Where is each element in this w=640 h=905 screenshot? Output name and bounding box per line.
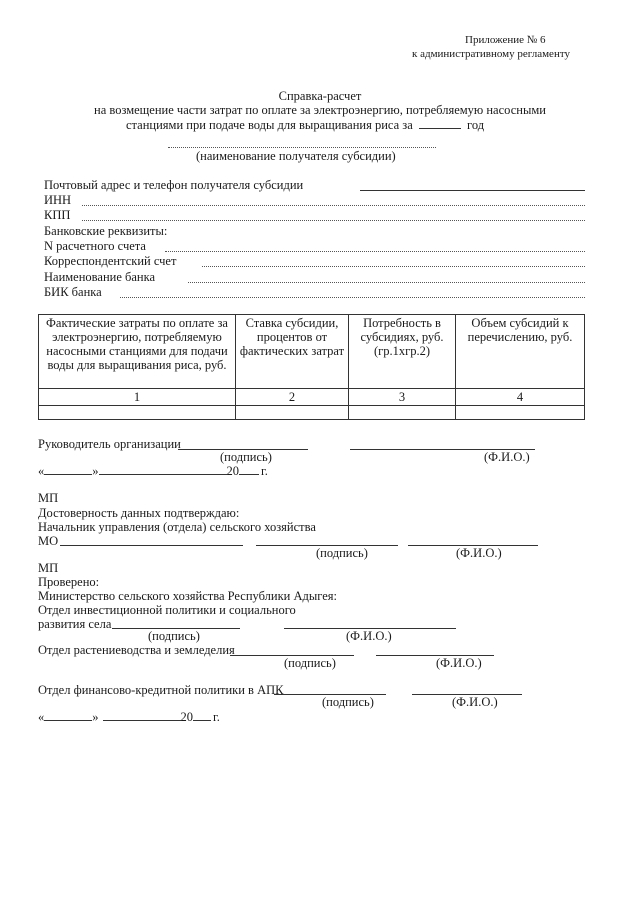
table-number-row bbox=[39, 389, 585, 406]
table-number-cell: 1 bbox=[39, 389, 236, 406]
appendix-regulation: к административному регламенту bbox=[412, 48, 570, 60]
invest-dept-label: Отдел инвестиционной политики и социального bbox=[38, 603, 296, 617]
crop-name-caption: (Ф.И.О.) bbox=[436, 656, 482, 670]
bank-name-field[interactable] bbox=[188, 282, 585, 283]
table-number-cell: 2 bbox=[236, 389, 349, 406]
table-header-cell: Фактические затраты по оплате за электроэнергию, потребляемую насосными станциями для подачи воды для выращивания риса, руб. bbox=[39, 315, 236, 389]
date-year-field[interactable] bbox=[239, 464, 259, 475]
appendix-number: Приложение № 6 bbox=[465, 34, 546, 46]
head-name-caption: (Ф.И.О.) bbox=[484, 450, 530, 464]
finance-dept-label: Отдел финансово-кредитной политики в АПК bbox=[38, 683, 284, 697]
finance-signature-caption: (подпись) bbox=[322, 695, 374, 709]
bik-label: БИК банка bbox=[44, 285, 102, 299]
table-header-cell: Объем субсидий к перечислению, руб. bbox=[456, 315, 585, 389]
date-line-1 bbox=[38, 464, 268, 478]
kpp-label: КПП bbox=[44, 208, 71, 222]
date-month-field[interactable] bbox=[103, 710, 181, 721]
corr-account-field[interactable] bbox=[202, 266, 585, 267]
mo-name-caption: (Ф.И.О.) bbox=[456, 546, 502, 560]
finance-name-caption: (Ф.И.О.) bbox=[452, 695, 498, 709]
document-title: Справка-расчет bbox=[278, 89, 362, 103]
date-open-quote: « bbox=[38, 710, 45, 724]
date-day-field[interactable] bbox=[44, 464, 92, 475]
date-year-prefix: 20 bbox=[180, 710, 193, 724]
table-data-cell[interactable] bbox=[39, 406, 236, 420]
recipient-caption: (наименование получателя субсидии) bbox=[196, 149, 396, 163]
bank-details-label: Банковские реквизиты: bbox=[44, 224, 168, 238]
stamp-label: МП bbox=[38, 491, 59, 505]
bik-field[interactable] bbox=[120, 297, 585, 298]
table-header-cell: Потребность в субсидиях, руб. (гр.1хгр.2) bbox=[349, 315, 456, 389]
recipient-name-line[interactable] bbox=[168, 147, 436, 148]
chief-label: Начальник управления (отдела) сельского хозяйства bbox=[38, 520, 316, 534]
table-data-cell[interactable] bbox=[349, 406, 456, 420]
inn-field[interactable] bbox=[82, 205, 585, 206]
date-year-suffix: г. bbox=[261, 464, 268, 478]
invest-name-caption: (Ф.И.О.) bbox=[346, 629, 392, 643]
subsidy-table bbox=[38, 314, 585, 420]
date-year-prefix: 20 bbox=[226, 464, 239, 478]
mo-label: МО bbox=[38, 534, 59, 548]
corr-account-label: Корреспондентский счет bbox=[44, 254, 177, 268]
table-header-row bbox=[39, 315, 585, 389]
checked-label: Проверено: bbox=[38, 575, 100, 589]
date-day-field[interactable] bbox=[44, 710, 92, 721]
crop-signature-caption: (подпись) bbox=[284, 656, 336, 670]
bank-name-label: Наименование банка bbox=[44, 270, 156, 284]
invest-dept-label-2: развития села bbox=[38, 617, 112, 631]
postal-label: Почтовый адрес и телефон получателя субсидии bbox=[44, 178, 304, 192]
mo-field[interactable] bbox=[60, 545, 243, 546]
account-field[interactable] bbox=[165, 251, 585, 252]
date-year-suffix: г. bbox=[213, 710, 220, 724]
subtitle-suffix: год bbox=[467, 118, 485, 132]
date-close-quote: » bbox=[92, 464, 99, 478]
table-number-cell: 3 bbox=[349, 389, 456, 406]
ministry-label: Министерство сельского хозяйства Республики Адыгея: bbox=[38, 589, 337, 603]
date-month-field[interactable] bbox=[99, 464, 227, 475]
inn-label: ИНН bbox=[44, 193, 72, 207]
date-year-field[interactable] bbox=[193, 710, 211, 721]
subtitle-prefix: станциями при подаче воды для выращивания риса за bbox=[126, 118, 413, 132]
table-data-cell[interactable] bbox=[236, 406, 349, 420]
postal-field[interactable] bbox=[360, 190, 585, 191]
crop-dept-label: Отдел растениеводства и земледелия bbox=[38, 643, 235, 657]
invest-signature-caption: (подпись) bbox=[148, 629, 200, 643]
account-label: N расчетного счета bbox=[44, 239, 146, 253]
date-line-2 bbox=[38, 710, 220, 724]
document-subtitle-line3 bbox=[126, 118, 484, 132]
year-blank[interactable] bbox=[419, 118, 461, 129]
document-subtitle: на возмещение части затрат по оплате за электроэнергию, потребляемую насосными bbox=[94, 103, 546, 117]
table-header-cell: Ставка субсидии, процентов от фактических затрат bbox=[236, 315, 349, 389]
date-close-quote: » bbox=[92, 710, 99, 724]
table-data-row bbox=[39, 406, 585, 420]
stamp-label-2: МП bbox=[38, 561, 59, 575]
table-number-cell: 4 bbox=[456, 389, 585, 406]
head-signature-caption: (подпись) bbox=[220, 450, 272, 464]
kpp-field[interactable] bbox=[82, 220, 585, 221]
confirm-label: Достоверность данных подтверждаю: bbox=[38, 506, 240, 520]
date-open-quote: « bbox=[38, 464, 45, 478]
head-label: Руководитель организации bbox=[38, 437, 181, 451]
table-data-cell[interactable] bbox=[456, 406, 585, 420]
mo-signature-caption: (подпись) bbox=[316, 546, 368, 560]
